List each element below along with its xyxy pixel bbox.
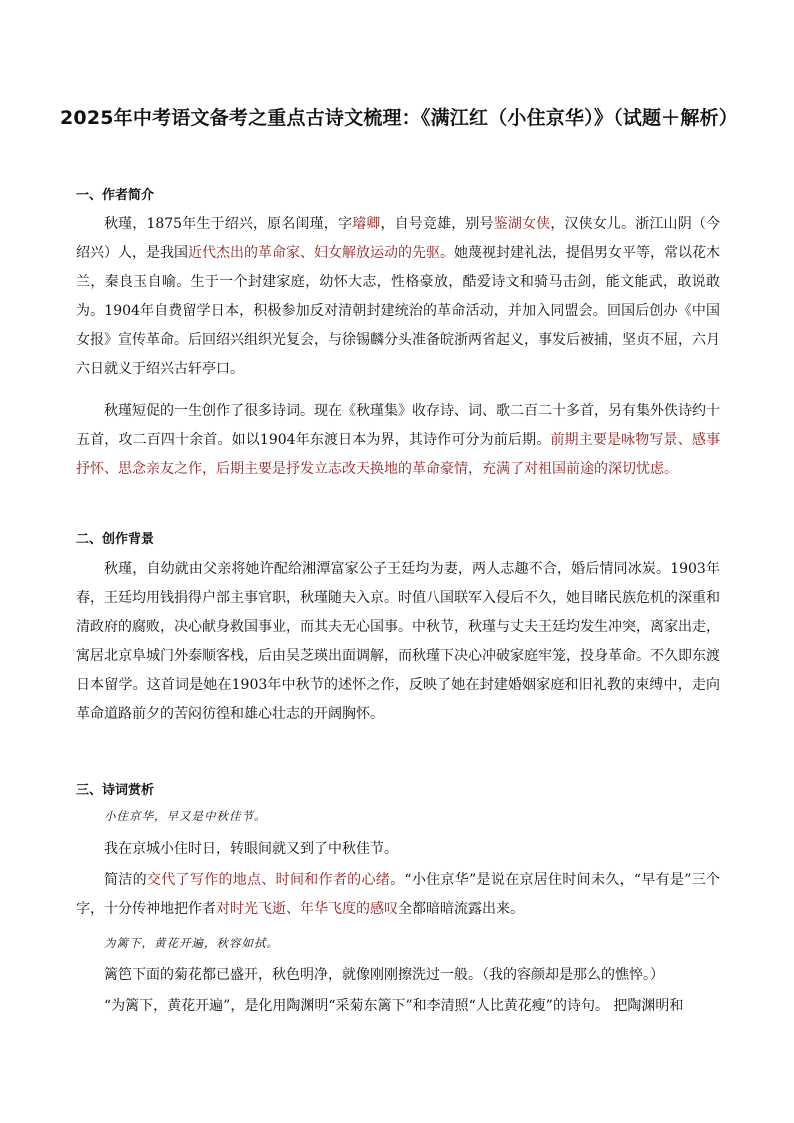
text-run: “为篱下，黄花开遍”，是化用陶渊明“采菊东篱下”和李清照“人比黄花瘦”的诗句。 把陶渊明和 [104, 998, 684, 1014]
translation-line-1 [76, 835, 720, 864]
highlighted-text: 鉴湖女侠 [493, 216, 551, 232]
analysis-line-1 [76, 866, 720, 924]
text-run: 秋瑾短促的一生创作了很多诗词。现在《秋瑾集》收存诗、词、歌二百二十多首，另有集外佚诗约十五首，攻二百四十余首。如以1904年东渡日本为界，其诗作可分为前后期。 [76, 403, 720, 448]
text-run: ，汉侠女儿。浙江山阴（今绍兴）人，是我国 [76, 216, 721, 261]
text-run: 简洁的 [104, 872, 147, 888]
section-heading-appreciation: 三、诗词赏析 [76, 783, 155, 798]
analysis-line-2 [104, 992, 720, 1021]
poem-line-2: 为篱下，黄花开遍，秋容如拭。 [104, 936, 279, 950]
text-run: ，自号竞雄，别号 [380, 216, 494, 232]
text-run: 全都暗暗流露出来。 [398, 901, 524, 917]
paragraph-author-works [76, 397, 720, 484]
document-title: 2025年中考语文备考之重点古诗文梳理：《满江红（小住京华）》（试题＋解析） [60, 107, 738, 129]
text-run: 秋瑾，自幼就由父亲将她许配给湘潭富家公子王廷均为妻，两人志趣不合，婚后情同冰炭。1903年春，王廷均用钱捐得户部主事官职，秋瑾随夫入京。时值八国联军入侵后不久，她目睹民族危机的深重和清政府的腐败，决心献身救国事业，而其夫无心国事。中秋节，秋瑾与丈夫王廷均发生冲突，离家出走，寓居北京阜城门外泰顺客栈，后由吴芝瑛出面调解，而秋瑾下决心冲破家庭牢笼，投身革命。不久即东渡日本留学。这首词是她在1903年中秋节的述怀之作，反映了她在封建婚姻家庭和旧礼教的束缚中，走向革命道路前夕的苦闷彷徨和雄心壮志的开阔胸怀。 [76, 561, 720, 722]
paragraph-background [76, 555, 720, 729]
text-run: 秋瑾，1875年生于绍兴，原名闺瑾，字 [104, 216, 353, 232]
highlighted-text: 交代了写作的地点、时间和作者的心绪 [146, 872, 391, 888]
poem-line-1: 小住京华，早又是中秋佳节。 [104, 809, 267, 823]
highlighted-text: 近代杰出的革命家、妇女解放运动的先驱 [188, 245, 440, 261]
text-run: 。“小住京华”是说在京居住时间未久，“早有是”三个字，十分传神地把作者 [76, 872, 721, 917]
translation-line-2 [76, 961, 720, 990]
highlighted-text: 对时光飞逝、年华飞度的感叹 [216, 901, 398, 917]
paragraph-author-bio [76, 210, 720, 384]
section-heading-background: 二、创作背景 [76, 532, 155, 547]
text-run: 篱笆下面的菊花都已盛开，秋色明净，就像刚刚擦洗过一般。（我的容颜却是那么的憔悴。） [104, 967, 664, 983]
section-heading-author: 一、作者简介 [76, 188, 155, 203]
text-run: 。她蔑视封建礼法，提倡男女平等，常以花木兰，秦良玉自喻。生于一个封建家庭，幼怀大志，性格豪放，酷爱诗文和骑马击剑，能文能武，敢说敢为。1904年自费留学日本，积极参加反对清朝封建统治的革命活动，并加入同盟会。回国后创办《中国女报》宣传革命。后回绍兴组织光复会，与徐锡麟分头准备皖浙两省起义，事发后被捕，坚贞不屈，六月六日就义于绍兴古轩亭口。 [76, 245, 720, 377]
text-run: 我在京城小住时日，转眼间就又到了中秋佳节。 [104, 841, 398, 857]
highlighted-text: 璿卿 [352, 216, 381, 232]
highlighted-text: 前期主要是咏物写景、感事抒怀、思念亲友之作，后期主要是抒发立志改天换地的革命豪情，充满了对祖国前途的深切忧虑。 [76, 432, 721, 477]
